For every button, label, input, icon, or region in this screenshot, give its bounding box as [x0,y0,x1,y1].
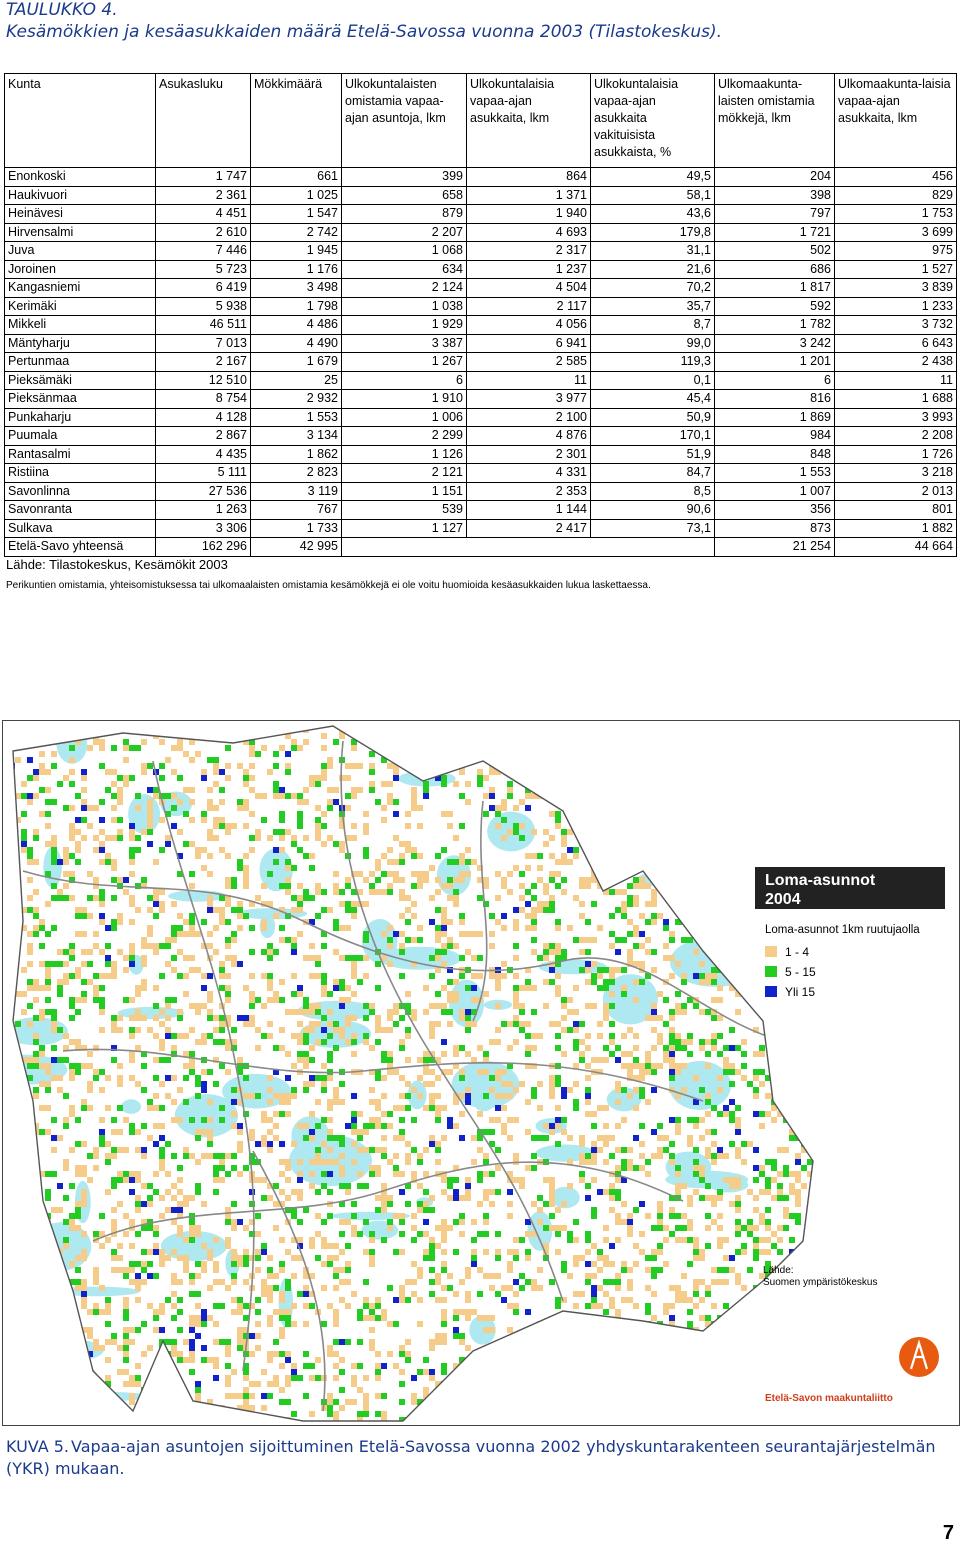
table-caption-title: Kesämökkien ja kesäasukkaiden määrä Etelä-Savossa vuonna 2003 (Tilastokeskus). [6,22,723,42]
value-cell: 1 126 [342,445,467,464]
header-cell: Kunta [5,74,156,168]
value-cell: 2 100 [467,408,591,427]
value-cell: 2 823 [251,464,342,483]
value-cell: 51,9 [591,445,715,464]
value-cell: 3 242 [715,334,835,353]
value-cell: 3 839 [835,279,957,298]
value-cell: 975 [835,242,957,261]
municipality-cell: Savonranta [5,501,156,520]
value-cell: 1 733 [251,519,342,538]
value-cell: 4 876 [467,427,591,446]
value-cell: 1 201 [715,353,835,372]
value-cell: 1 945 [251,242,342,261]
value-cell: 21,6 [591,260,715,279]
table-row [5,501,957,520]
value-cell: 1 553 [715,464,835,483]
value-cell: 4 486 [251,316,342,335]
legend-swatch-low [765,946,777,957]
value-cell: 204 [715,168,835,187]
value-cell: 3 387 [342,334,467,353]
value-cell: 767 [251,501,342,520]
table-row [5,464,957,483]
lake [325,1142,350,1173]
value-cell: 356 [715,501,835,520]
table-row [5,427,957,446]
map-source-label: Lähde: [763,1265,794,1276]
organization-logo [899,1337,939,1377]
value-cell: 2 208 [835,427,957,446]
value-cell [591,538,715,557]
municipality-cell: Joroinen [5,260,156,279]
municipality-cell: Puumala [5,427,156,446]
value-cell: 1 940 [467,205,591,224]
value-cell: 1 237 [467,260,591,279]
value-cell: 634 [342,260,467,279]
value-cell: 1 127 [342,519,467,538]
lake [121,1099,141,1114]
value-cell: 3 119 [251,482,342,501]
value-cell: 1 547 [251,205,342,224]
value-cell: 1 144 [467,501,591,520]
value-cell: 50,9 [591,408,715,427]
value-cell: 1 007 [715,482,835,501]
municipality-cell: Ristiina [5,464,156,483]
value-cell: 592 [715,297,835,316]
value-cell: 1 798 [251,297,342,316]
value-cell: 35,7 [591,297,715,316]
value-cell: 27 536 [156,482,251,501]
lake [64,1392,150,1401]
value-cell: 45,4 [591,390,715,409]
value-cell: 119,3 [591,353,715,372]
value-cell: 2 124 [342,279,467,298]
value-cell: 398 [715,186,835,205]
value-cell: 1 726 [835,445,957,464]
value-cell: 6 643 [835,334,957,353]
table-row [5,445,957,464]
value-cell: 829 [835,186,957,205]
value-cell: 1 817 [715,279,835,298]
lake [118,1007,184,1019]
municipality-cell: Savonlinna [5,482,156,501]
legend-year: 2004 [765,891,801,908]
municipality-cell: Kangasniemi [5,279,156,298]
municipality-cell: Kerimäki [5,297,156,316]
value-cell: 11 [835,371,957,390]
value-cell: 502 [715,242,835,261]
municipality-cell: Mäntyharju [5,334,156,353]
value-cell: 1 176 [251,260,342,279]
lake [29,1359,99,1403]
value-cell: 21 254 [715,538,835,557]
value-cell: 4 504 [467,279,591,298]
value-cell: 2 585 [467,353,591,372]
value-cell: 46 511 [156,316,251,335]
value-cell: 5 938 [156,297,251,316]
value-cell: 3 134 [251,427,342,446]
value-cell: 1 006 [342,408,467,427]
value-cell: 1 371 [467,186,591,205]
page-number: 7 [942,1522,954,1544]
value-cell: 4 128 [156,408,251,427]
value-cell: 3 732 [835,316,957,335]
value-cell: 2 417 [467,519,591,538]
value-cell: 2 121 [342,464,467,483]
table-total-row [5,538,957,557]
value-cell: 1 527 [835,260,957,279]
municipality-cell: Rantasalmi [5,445,156,464]
value-cell: 1 869 [715,408,835,427]
municipality-cell: Pieksänmaa [5,390,156,409]
table-note: Perikuntien omistamia, yhteisomistuksessa tai ulkomaalaisten omistamia kesämökkejä ei ole voitu huomioida kesäasukkaiden lukua laskettaessa. [6,580,651,591]
value-cell: 1 151 [342,482,467,501]
map-legend [755,867,945,999]
legend-subtitle: Loma-asunnot 1km ruutujaolla [765,924,920,936]
value-cell: 864 [467,168,591,187]
municipality-cell: Pertunmaa [5,353,156,372]
value-cell: 1 068 [342,242,467,261]
value-cell: 984 [715,427,835,446]
table-header-row [5,74,957,168]
legend-label-mid: 5 - 15 [785,965,816,979]
value-cell: 1 233 [835,297,957,316]
value-cell: 179,8 [591,223,715,242]
value-cell: 6 [715,371,835,390]
value-cell: 58,1 [591,186,715,205]
value-cell: 99,0 [591,334,715,353]
value-cell: 1 782 [715,316,835,335]
header-cell: Ulkokuntalaisia vapaa-ajan asukkaita, lkm [467,74,591,168]
value-cell [342,538,467,557]
value-cell: 4 693 [467,223,591,242]
value-cell: 2 207 [342,223,467,242]
value-cell: 1 688 [835,390,957,409]
value-cell: 1 882 [835,519,957,538]
header-cell: Ulkokuntalaisia vapaa-ajan asukkaita vakituisista asukkaista, % [591,74,715,168]
value-cell: 6 [342,371,467,390]
value-cell: 2 867 [156,427,251,446]
table-row [5,279,957,298]
value-cell: 816 [715,390,835,409]
table-row [5,186,957,205]
value-cell: 44 664 [835,538,957,557]
table-row [5,334,957,353]
value-cell: 3 218 [835,464,957,483]
figure-caption [6,1436,956,1480]
value-cell: 25 [251,371,342,390]
value-cell: 1 263 [156,501,251,520]
value-cell: 5 723 [156,260,251,279]
value-cell: 2 117 [467,297,591,316]
table-row [5,371,957,390]
municipality-cell: Enonkoski [5,168,156,187]
figure-caption-text: Vapaa-ajan asuntojen sijoittuminen Etelä-Savossa vuonna 2002 yhdyskuntarakenteen seurantajärjestelmän (YKR) mukaan. [6,1437,936,1478]
value-cell: 2 742 [251,223,342,242]
value-cell: 2 167 [156,353,251,372]
value-cell: 1 267 [342,353,467,372]
value-cell: 5 111 [156,464,251,483]
value-cell: 2 013 [835,482,957,501]
cottage-table [4,73,957,557]
value-cell: 1 721 [715,223,835,242]
value-cell: 170,1 [591,427,715,446]
municipality-cell: Etelä-Savo yhteensä [5,538,156,557]
value-cell: 2 610 [156,223,251,242]
value-cell: 162 296 [156,538,251,557]
value-cell: 4 490 [251,334,342,353]
table-row [5,353,957,372]
table-caption-label: TAULUKKO 4. [6,0,118,20]
table-row [5,316,957,335]
value-cell: 848 [715,445,835,464]
value-cell: 2 438 [835,353,957,372]
value-cell: 797 [715,205,835,224]
figure-caption-label: KUVA 5. [6,1437,69,1456]
value-cell: 1 753 [835,205,957,224]
value-cell: 1 910 [342,390,467,409]
header-cell: Mökkimäärä [251,74,342,168]
value-cell: 7 446 [156,242,251,261]
legend-swatch-mid [765,966,777,977]
value-cell: 686 [715,260,835,279]
value-cell: 43,6 [591,205,715,224]
lake [703,928,765,959]
value-cell: 90,6 [591,501,715,520]
map-source-name: Suomen ympäristökeskus [763,1277,878,1288]
value-cell: 4 435 [156,445,251,464]
municipality-cell: Hirvensalmi [5,223,156,242]
value-cell: 1 862 [251,445,342,464]
legend-label-low: 1 - 4 [785,945,810,959]
value-cell: 8 754 [156,390,251,409]
value-cell [467,538,591,557]
municipality-cell: Pieksämäki [5,371,156,390]
legend-label-high: Yli 15 [785,985,816,999]
value-cell: 873 [715,519,835,538]
lake [33,1222,92,1270]
header-cell: Ulkokuntalaisten omistamia vapaa-ajan asuntoja, lkm [342,74,467,168]
value-cell: 8,7 [591,316,715,335]
municipality-cell: Haukivuori [5,186,156,205]
table-row [5,205,957,224]
value-cell: 8,5 [591,482,715,501]
value-cell: 4 331 [467,464,591,483]
value-cell: 4 451 [156,205,251,224]
value-cell: 12 510 [156,371,251,390]
legend-swatch-high [765,986,777,997]
value-cell: 399 [342,168,467,187]
value-cell: 2 301 [467,445,591,464]
value-cell: 1 038 [342,297,467,316]
legend-title: Loma-asunnot [765,872,876,889]
lake [540,736,621,779]
table-row [5,390,957,409]
value-cell: 42 995 [251,538,342,557]
value-cell: 73,1 [591,519,715,538]
value-cell: 3 977 [467,390,591,409]
value-cell: 70,2 [591,279,715,298]
municipality-cell: Juva [5,242,156,261]
municipality-cell: Heinävesi [5,205,156,224]
value-cell: 2 317 [467,242,591,261]
value-cell: 2 932 [251,390,342,409]
value-cell: 1 679 [251,353,342,372]
table-row [5,519,957,538]
value-cell: 49,5 [591,168,715,187]
lake [21,1339,104,1363]
value-cell: 3 993 [835,408,957,427]
header-cell: Ulkomaakunta-laisia vapaa-ajan asukkaita, lkm [835,74,957,168]
value-cell: 31,1 [591,242,715,261]
value-cell: 2 299 [342,427,467,446]
value-cell: 4 056 [467,316,591,335]
municipality-cell: Sulkava [5,519,156,538]
value-cell: 3 498 [251,279,342,298]
value-cell: 1 553 [251,408,342,427]
value-cell: 1 929 [342,316,467,335]
value-cell: 3 306 [156,519,251,538]
value-cell: 661 [251,168,342,187]
table-row [5,260,957,279]
value-cell: 879 [342,205,467,224]
value-cell: 6 941 [467,334,591,353]
lake [53,1287,141,1297]
value-cell: 2 353 [467,482,591,501]
value-cell: 3 699 [835,223,957,242]
holiday-homes-map [2,720,960,1426]
header-cell: Asukasluku [156,74,251,168]
value-cell: 2 361 [156,186,251,205]
organization-name: Etelä-Savon maakuntaliitto [765,1393,893,1404]
value-cell: 658 [342,186,467,205]
table-row [5,242,957,261]
value-cell: 456 [835,168,957,187]
municipality-cell: Mikkeli [5,316,156,335]
table-row [5,297,957,316]
table-source: Lähde: Tilastokeskus, Kesämökit 2003 [6,557,228,572]
table-row [5,408,957,427]
value-cell: 1 025 [251,186,342,205]
value-cell: 7 013 [156,334,251,353]
value-cell: 11 [467,371,591,390]
table-row [5,223,957,242]
value-cell: 1 747 [156,168,251,187]
value-cell: 539 [342,501,467,520]
value-cell: 0,1 [591,371,715,390]
value-cell: 84,7 [591,464,715,483]
table-row [5,482,957,501]
header-cell: Ulkomaakunta-laisten omistamia mökkejä, lkm [715,74,835,168]
value-cell: 801 [835,501,957,520]
municipality-cell: Punkaharju [5,408,156,427]
value-cell: 6 419 [156,279,251,298]
table-row [5,168,957,187]
